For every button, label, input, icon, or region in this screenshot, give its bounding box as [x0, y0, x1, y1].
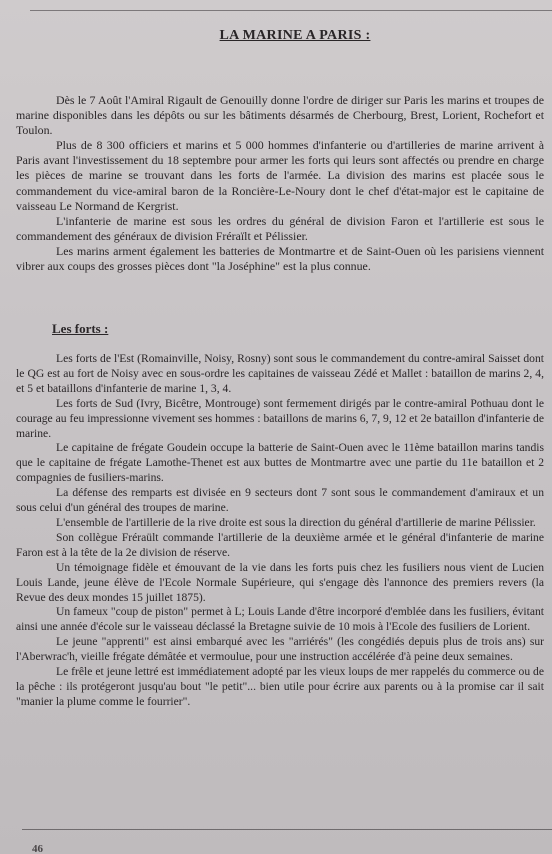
page-number: 46: [32, 843, 43, 854]
top-rule: [30, 10, 552, 11]
forts-paragraph-7: Un témoignage fidèle et émouvant de la vie dans les forts puis chez les fusiliers nous vient de Lucien Louis Lande, jeune élève de l'Ecole Normale Supérieure, qui s'engage dès l'annonce des premiers revers (la Revue des deux mondes 15 juillet 1875).: [16, 560, 544, 604]
forts-paragraph-2: Les forts de Sud (Ivry, Bicêtre, Montrouge) sont fermement dirigés par le contre-amiral Pothuau dont le courage au feu impressionne vivement ses hommes : bataillons de marins 6, 7, 9, 12 et 2e bataillon d'infanterie de marine.: [16, 396, 544, 440]
intro-paragraph-2: Plus de 8 300 officiers et marins et 5 000 hommes d'infanterie ou d'artilleries de marine arrivent à Paris avant l'investissement du 18 septembre pour armer les forts qui leurs sont affectés ou prendre en charge les pièces de marine se trouvant dans les forts de l'armée. La division des marins est placée sous le commandement du vice-amiral baron de la Roncière-Le-Noury dont le chef d'état-major est le capitaine de vaisseau Le Normand de Kergrist.: [16, 138, 544, 213]
forts-paragraph-8: Un fameux "coup de piston" permet à L; Louis Lande d'être incorporé d'emblée dans les fusiliers, évitant ainsi une année d'école sur le vaisseau déclassé la Bretagne suivie de 10 mois à l'Ecole des fusiliers de Lorient.: [16, 605, 544, 634]
forts-paragraph-9: Le jeune "apprenti" est ainsi embarqué avec les "arriérés" (les congédiés depuis plus de trois ans) sur l'Aberwrac'h, vieille frégate démâtée et vermoulue, pour une instruction accélérée d'à peine deux semaines.: [16, 635, 544, 664]
forts-section: [16, 352, 544, 710]
intro-paragraph-1: Dès le 7 Août l'Amiral Rigault de Genouilly donne l'ordre de diriger sur Paris les marins et troupes de marine disponibles dans les dépôts ou sur les bâtiments désarmés de Cherbourg, Brest, Lorient, Rochefort et Toulon.: [16, 93, 544, 138]
forts-heading: Les forts :: [52, 321, 109, 336]
forts-paragraph-1: Les forts de l'Est (Romainville, Noisy, Rosny) sont sous le commandement du contre-amiral Saisset dont le QG est au fort de Noisy avec en sous-ordre les capitaines de vaisseau Zédé et Mallet : bataillon de marins 2, 4, et 5 et bataillons d'infanterie de marine 1, 3, 4.: [16, 352, 544, 395]
intro-section: [16, 93, 544, 274]
forts-paragraph-10: Le frêle et jeune lettré est immédiatement adopté par les vieux loups de mer rappelés du commerce ou de la pêche : ils protégeront jusqu'au bout "le petit"... bien utile pour écrire aux parents ou à la promise car il sait "manier la plume comme le fourrier".: [16, 665, 544, 708]
bottom-rule: [22, 829, 552, 830]
intro-paragraph-3: L'infanterie de marine est sous les ordres du général de division Faron et l'artillerie est sous le commandement des généraux de division Fréraïlt et Pélissier.: [16, 213, 544, 243]
intro-paragraph-4: Les marins arment également les batteries de Montmartre et de Saint-Ouen où les parisiens viennent vibrer aux coups des grosses pièces dont "la Joséphine" est la plus connue.: [16, 243, 544, 274]
forts-paragraph-5: L'ensemble de l'artillerie de la rive droite est sous la direction du général d'artillerie de marine Pélissier.: [56, 515, 536, 529]
forts-paragraph-4: La défense des remparts est divisée en 9 secteurs dont 7 sont sous le commandement d'amiraux et un sous celui d'un général des troupes de marine.: [16, 486, 544, 515]
page-title: LA MARINE A PARIS :: [219, 28, 371, 43]
forts-paragraph-3: Le capitaine de frégate Goudein occupe la batterie de Saint-Ouen avec le 11ème bataillon marins tandis que le capitaine de frégate Lamothe-Thenet est aux buttes de Montmartre avec une partie du 11e bataillon et 2 compagnies de fusiliers-marins.: [16, 441, 544, 485]
forts-paragraph-6: Son collègue Fréraült commande l'artillerie de la deuxième armée et le général d'infanterie de marine Faron est à la tête de la 2e division de réserve.: [16, 530, 544, 559]
